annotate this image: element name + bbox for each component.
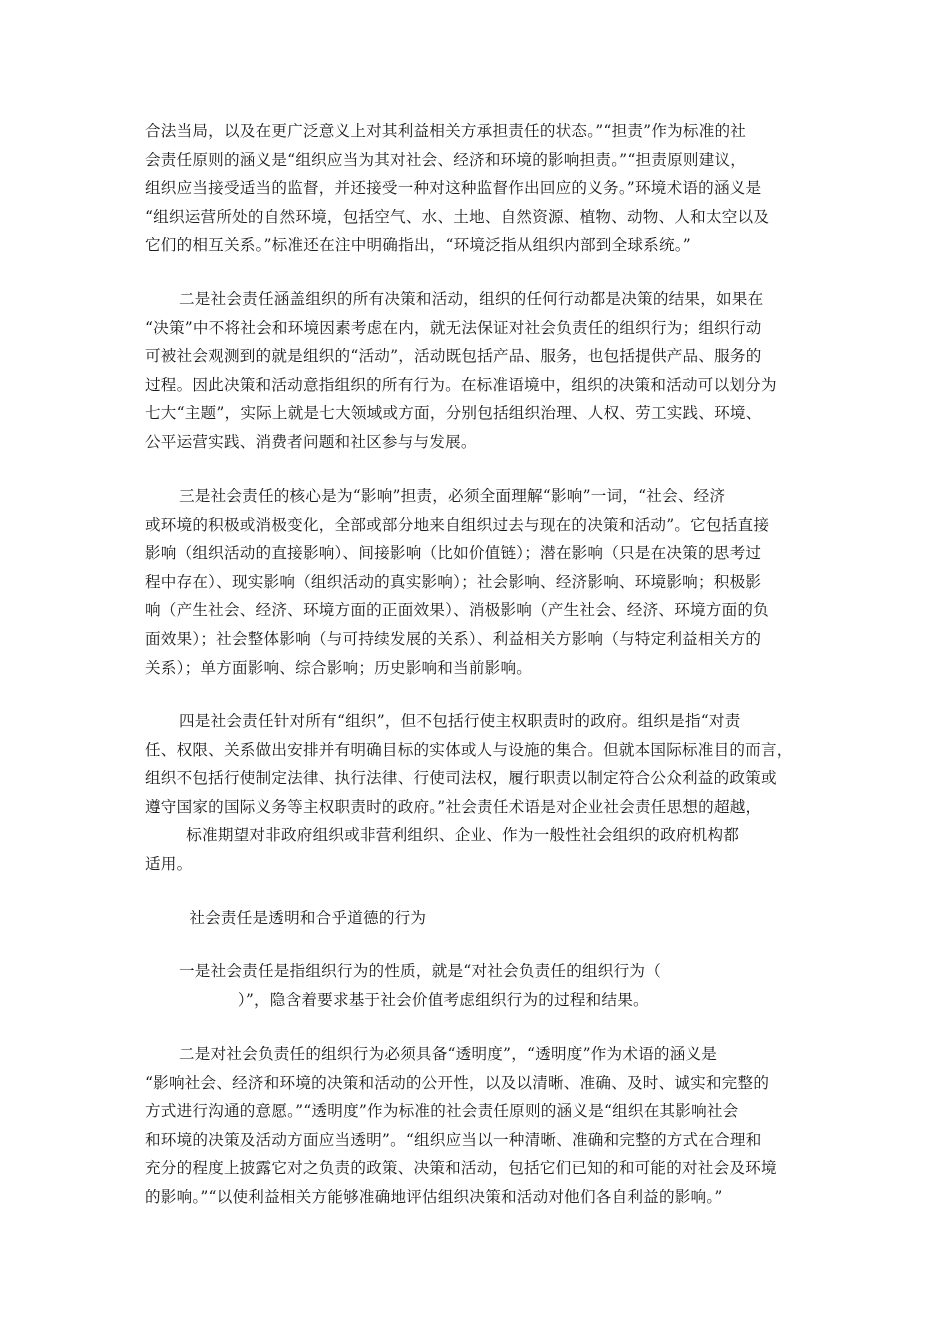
text-line: 四是社会责任针对所有“组织”，但不包括行使主权职责时的政府。组织是指“对责: [179, 712, 741, 730]
paragraph-impact: [145, 482, 811, 682]
text-line: 它们的相互关系。”标准还在注中明确指出，“环境泛指从组织内部到全球系统。”: [145, 236, 691, 255]
text-line: 可被社会观测到的就是组织的“活动”，活动既包括产品、服务，也包括提供产品、服务的: [145, 347, 762, 366]
text-line: 方式进行沟通的意愿。”“透明度”作为标准的社会责任原则的涵义是“组织在其影响社会: [145, 1102, 739, 1121]
text-line: 三是社会责任的核心是为“影响”担责，必须全面理解“影响”一词，“社会、经济: [179, 487, 726, 505]
paragraph-organization: [145, 707, 811, 879]
text-line: 关系）；单方面影响、综合影响；历史影响和当前影响。: [145, 658, 533, 677]
paragraph-accountability: [145, 117, 811, 260]
text-line: 二是对社会负责任的组织行为必须具备“透明度”，“透明度”作为术语的涵义是: [179, 1045, 718, 1063]
text-line: 响（产生社会、经济、环境方面的正面效果）、消极影响（产生社会、经济、环境方面的负: [145, 601, 769, 620]
text-line: 或环境的积极或消极变化，全部或部分地来自组织过去与现在的决策和活动”。它包括直接: [145, 515, 770, 534]
paragraph-nature-of-behavior: [145, 957, 811, 1014]
text-line: 和环境的决策及活动方面应当透明”。“组织应当以一种清晰、准确和完整的方式在合理和: [145, 1130, 762, 1149]
text-line: 程中存在）、现实影响（组织活动的真实影响）；社会影响、经济影响、环境影响；积极影: [145, 572, 762, 591]
text-line: 过程。因此决策和活动意指组织的所有行为。在标准语境中，组织的决策和活动可以划分为: [145, 375, 777, 394]
text-line: ）”，隐含着要求基于社会价值考虑组织行为的过程和结果。: [145, 990, 649, 1009]
text-line: 二是社会责任涵盖组织的所有决策和活动，组织的任何行动都是决策的结果，如果在: [179, 290, 764, 308]
text-line: 公平运营实践、消费者问题和社区参与与发展。: [145, 432, 477, 451]
text-line: 组织不包括行使制定法律、执行法律、行使司法权，履行职责以制定符合公众利益的政策或: [145, 769, 777, 788]
text-line: “影响社会、经济和环境的决策和活动的公开性，以及以清晰、准确、及时、诚实和完整的: [145, 1073, 770, 1092]
text-line: 适用。: [145, 854, 193, 873]
text-line: “决策”中不将社会和环境因素考虑在内，就无法保证对社会负责任的组织行为；组织行动: [145, 318, 762, 337]
text-line: 任、权限、关系做出安排并有明确目标的实体或人与设施的集合。但就本国际标准目的而言，: [145, 740, 793, 759]
text-line: 一是社会责任是指组织行为的性质，就是“对社会负责任的组织行为（: [179, 962, 661, 980]
paragraph-decisions-activities: [145, 285, 811, 457]
text-line: 合法当局，以及在更广泛意义上对其利益相关方承担责任的状态。”“担责”作为标准的社: [145, 122, 747, 140]
text-line: 社会责任是透明和合乎道德的行为: [179, 909, 427, 927]
text-line: 遵守国家的国际义务等主权职责时的政府。”社会责任术语是对企业社会责任思想的超越，: [145, 797, 762, 816]
text-line: 组织应当接受适当的监督，并还接受一种对这种监督作出回应的义务。”环境术语的涵义是: [145, 179, 762, 198]
text-line: 的影响。”“以使利益相关方能够准确地评估组织决策和活动对他们各自利益的影响。”: [145, 1187, 723, 1206]
text-line: 标准期望对非政府组织或非营利组织、企业、作为一般性社会组织的政府机构都: [145, 826, 740, 845]
text-line: 面效果）；社会整体影响（与可持续发展的关系）、利益相关方影响（与特定利益相关方的: [145, 629, 762, 648]
text-line: “组织运营所处的自然环境，包括空气、水、土地、自然资源、植物、动物、人和太空以及: [145, 207, 770, 226]
text-line: 充分的程度上披露它对之负责的政策、决策和活动，包括它们已知的和可能的对社会及环境: [145, 1159, 777, 1178]
text-line: 影响（组织活动的直接影响）、间接影响（比如价值链）；潜在影响（只是在决策的思考过: [145, 544, 762, 563]
text-line: 七大“主题”，实际上就是七大领域或方面，分别包括组织治理、人权、劳工实践、环境、: [145, 404, 762, 423]
section-heading-transparency: [145, 904, 811, 933]
paragraph-transparency: [145, 1040, 811, 1212]
text-line: 会责任原则的涵义是“组织应当为其对社会、经济和环境的影响担责。”“担责原则建议，: [145, 150, 747, 169]
